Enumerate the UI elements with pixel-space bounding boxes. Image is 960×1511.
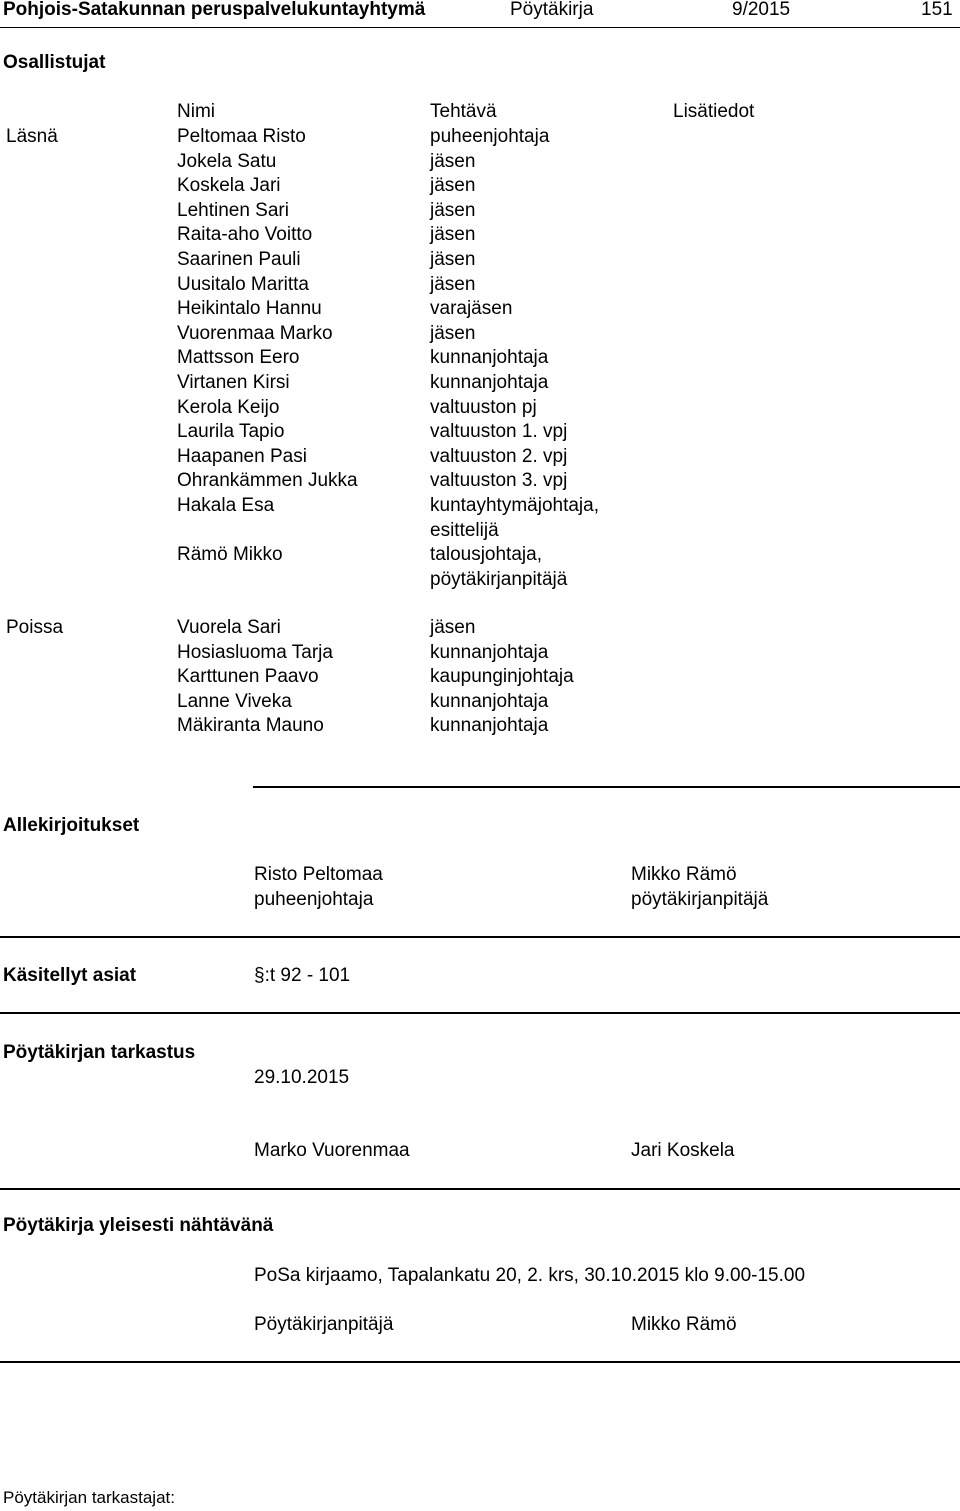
reviewers-footer-label: Pöytäkirjan tarkastajat:: [3, 1488, 175, 1507]
participant-row: [0, 150, 960, 175]
participant-row: [0, 665, 960, 690]
participant-name: Mattsson Eero: [177, 347, 300, 369]
participant-row: [0, 469, 960, 494]
handled-heading: Käsitellyt asiat: [3, 965, 137, 986]
column-role-header: Tehtävä: [430, 101, 497, 122]
participant-role: kunnanjohtaja: [430, 347, 549, 369]
participants-heading: Osallistujat: [3, 52, 106, 73]
participant-row: [0, 125, 960, 150]
participants-header-row: [0, 100, 960, 125]
participant-row: [0, 641, 960, 666]
participant-role: kuntayhtymäjohtaja,: [430, 495, 599, 516]
participant-role: kaupunginjohtaja: [430, 666, 574, 688]
section-divider: [0, 1361, 960, 1363]
public-location: PoSa kirjaamo, Tapalankatu 20, 2. krs, 30.10.2015 klo 9.00-15.00: [254, 1265, 806, 1286]
participant-role: kunnanjohtaja: [430, 641, 549, 663]
participant-role: jäsen: [430, 199, 476, 221]
page-number: 151: [921, 0, 953, 20]
participant-role: jäsen: [430, 249, 476, 270]
participant-name: Peltomaa Risto: [177, 126, 306, 147]
participant-row: [0, 690, 960, 715]
secretary-name: Mikko Rämö: [631, 864, 737, 885]
participant-row: [0, 297, 960, 322]
participant-row: [0, 396, 960, 421]
participant-role: varajäsen: [430, 298, 513, 320]
chair-name: Risto Peltomaa: [254, 864, 383, 885]
review-date: 29.10.2015: [254, 1067, 350, 1088]
participant-row: [0, 543, 960, 568]
participant-row: [0, 346, 960, 371]
participant-row: [0, 420, 960, 445]
participant-name: Vuorela Sari: [177, 617, 281, 638]
participant-row: [0, 223, 960, 248]
participant-row: [0, 371, 960, 396]
column-notes-header: Lisätiedot: [673, 101, 755, 122]
handled-items: §:t 92 - 101: [254, 965, 351, 986]
participant-name: Saarinen Pauli: [177, 249, 301, 270]
participant-row: [0, 248, 960, 273]
participant-row: [0, 174, 960, 199]
header-divider: [0, 27, 960, 28]
participant-name: Uusitalo Maritta: [177, 273, 309, 295]
participant-name: Hosiasluoma Tarja: [177, 641, 333, 663]
participant-name: Haapanen Pasi: [177, 445, 307, 467]
participant-row: [0, 322, 960, 347]
section-divider: [0, 1012, 960, 1014]
participant-name: Heikintalo Hannu: [177, 298, 322, 320]
keeper-name: Mikko Rämö: [631, 1314, 737, 1335]
participant-name: Rämö Mikko: [177, 544, 283, 566]
meeting-number: 9/2015: [732, 0, 791, 20]
public-heading: Pöytäkirja yleisesti nähtävänä: [3, 1215, 274, 1236]
participant-row: [0, 199, 960, 224]
participant-role: valtuuston pj: [430, 396, 537, 418]
participant-role: jäsen: [430, 617, 476, 638]
participant-row: [0, 445, 960, 470]
participant-role: jäsen: [430, 150, 476, 172]
participant-role: valtuuston 1. vpj: [430, 421, 568, 443]
section-divider: [0, 936, 960, 938]
participant-role: valtuuston 2. vpj: [430, 445, 568, 467]
participant-role: puheenjohtaja: [430, 126, 550, 147]
participant-name: Vuorenmaa Marko: [177, 322, 333, 344]
keeper-label: Pöytäkirjanpitäjä: [254, 1314, 394, 1335]
column-name-header: Nimi: [177, 101, 215, 122]
participant-role: talousjohtaja,: [430, 544, 542, 566]
participant-row: [0, 494, 960, 519]
participant-role: jäsen: [430, 175, 476, 197]
participant-name: Karttunen Paavo: [177, 666, 319, 688]
section-divider: [0, 1188, 960, 1190]
section-divider: [253, 786, 960, 788]
absent-label: Poissa: [6, 617, 64, 638]
participant-role: jäsen: [430, 322, 476, 344]
present-label: Läsnä: [6, 126, 58, 147]
participant-name: Lehtinen Sari: [177, 199, 289, 221]
participant-name: Lanne Viveka: [177, 690, 292, 712]
participant-role: jäsen: [430, 224, 476, 246]
reviewer-1: Marko Vuorenmaa: [254, 1140, 410, 1161]
review-heading: Pöytäkirjan tarkastus: [3, 1042, 196, 1063]
participant-role: valtuuston 3. vpj: [430, 470, 568, 492]
chair-title: puheenjohtaja: [254, 889, 374, 910]
document-type: Pöytäkirja: [510, 0, 594, 20]
participant-row: [0, 568, 960, 593]
participant-role: kunnanjohtaja: [430, 372, 549, 393]
participant-role: kunnanjohtaja: [430, 690, 549, 712]
organization-name: Pohjois-Satakunnan peruspalvelukuntayhtymä: [3, 0, 426, 20]
signatures-heading: Allekirjoitukset: [3, 815, 140, 836]
participant-row: [0, 714, 960, 739]
participant-name: Laurila Tapio: [177, 421, 285, 443]
participant-name: Hakala Esa: [177, 495, 275, 516]
participant-role: esittelijä: [430, 519, 499, 541]
reviewer-2: Jari Koskela: [631, 1140, 735, 1161]
participant-name: Kerola Keijo: [177, 396, 280, 418]
participant-name: Virtanen Kirsi: [177, 372, 290, 393]
participant-role: kunnanjohtaja: [430, 715, 549, 737]
participant-row: [0, 616, 960, 641]
participant-row: [0, 273, 960, 298]
participant-name: Jokela Satu: [177, 150, 277, 172]
secretary-title: pöytäkirjanpitäjä: [631, 889, 769, 910]
participant-name: Koskela Jari: [177, 175, 281, 197]
participant-role: jäsen: [430, 273, 476, 295]
participant-role: pöytäkirjanpitäjä: [430, 568, 568, 590]
participant-name: Mäkiranta Mauno: [177, 715, 324, 737]
participant-name: Raita-aho Voitto: [177, 224, 313, 246]
participant-row: [0, 519, 960, 544]
participant-name: Ohrankämmen Jukka: [177, 470, 358, 492]
